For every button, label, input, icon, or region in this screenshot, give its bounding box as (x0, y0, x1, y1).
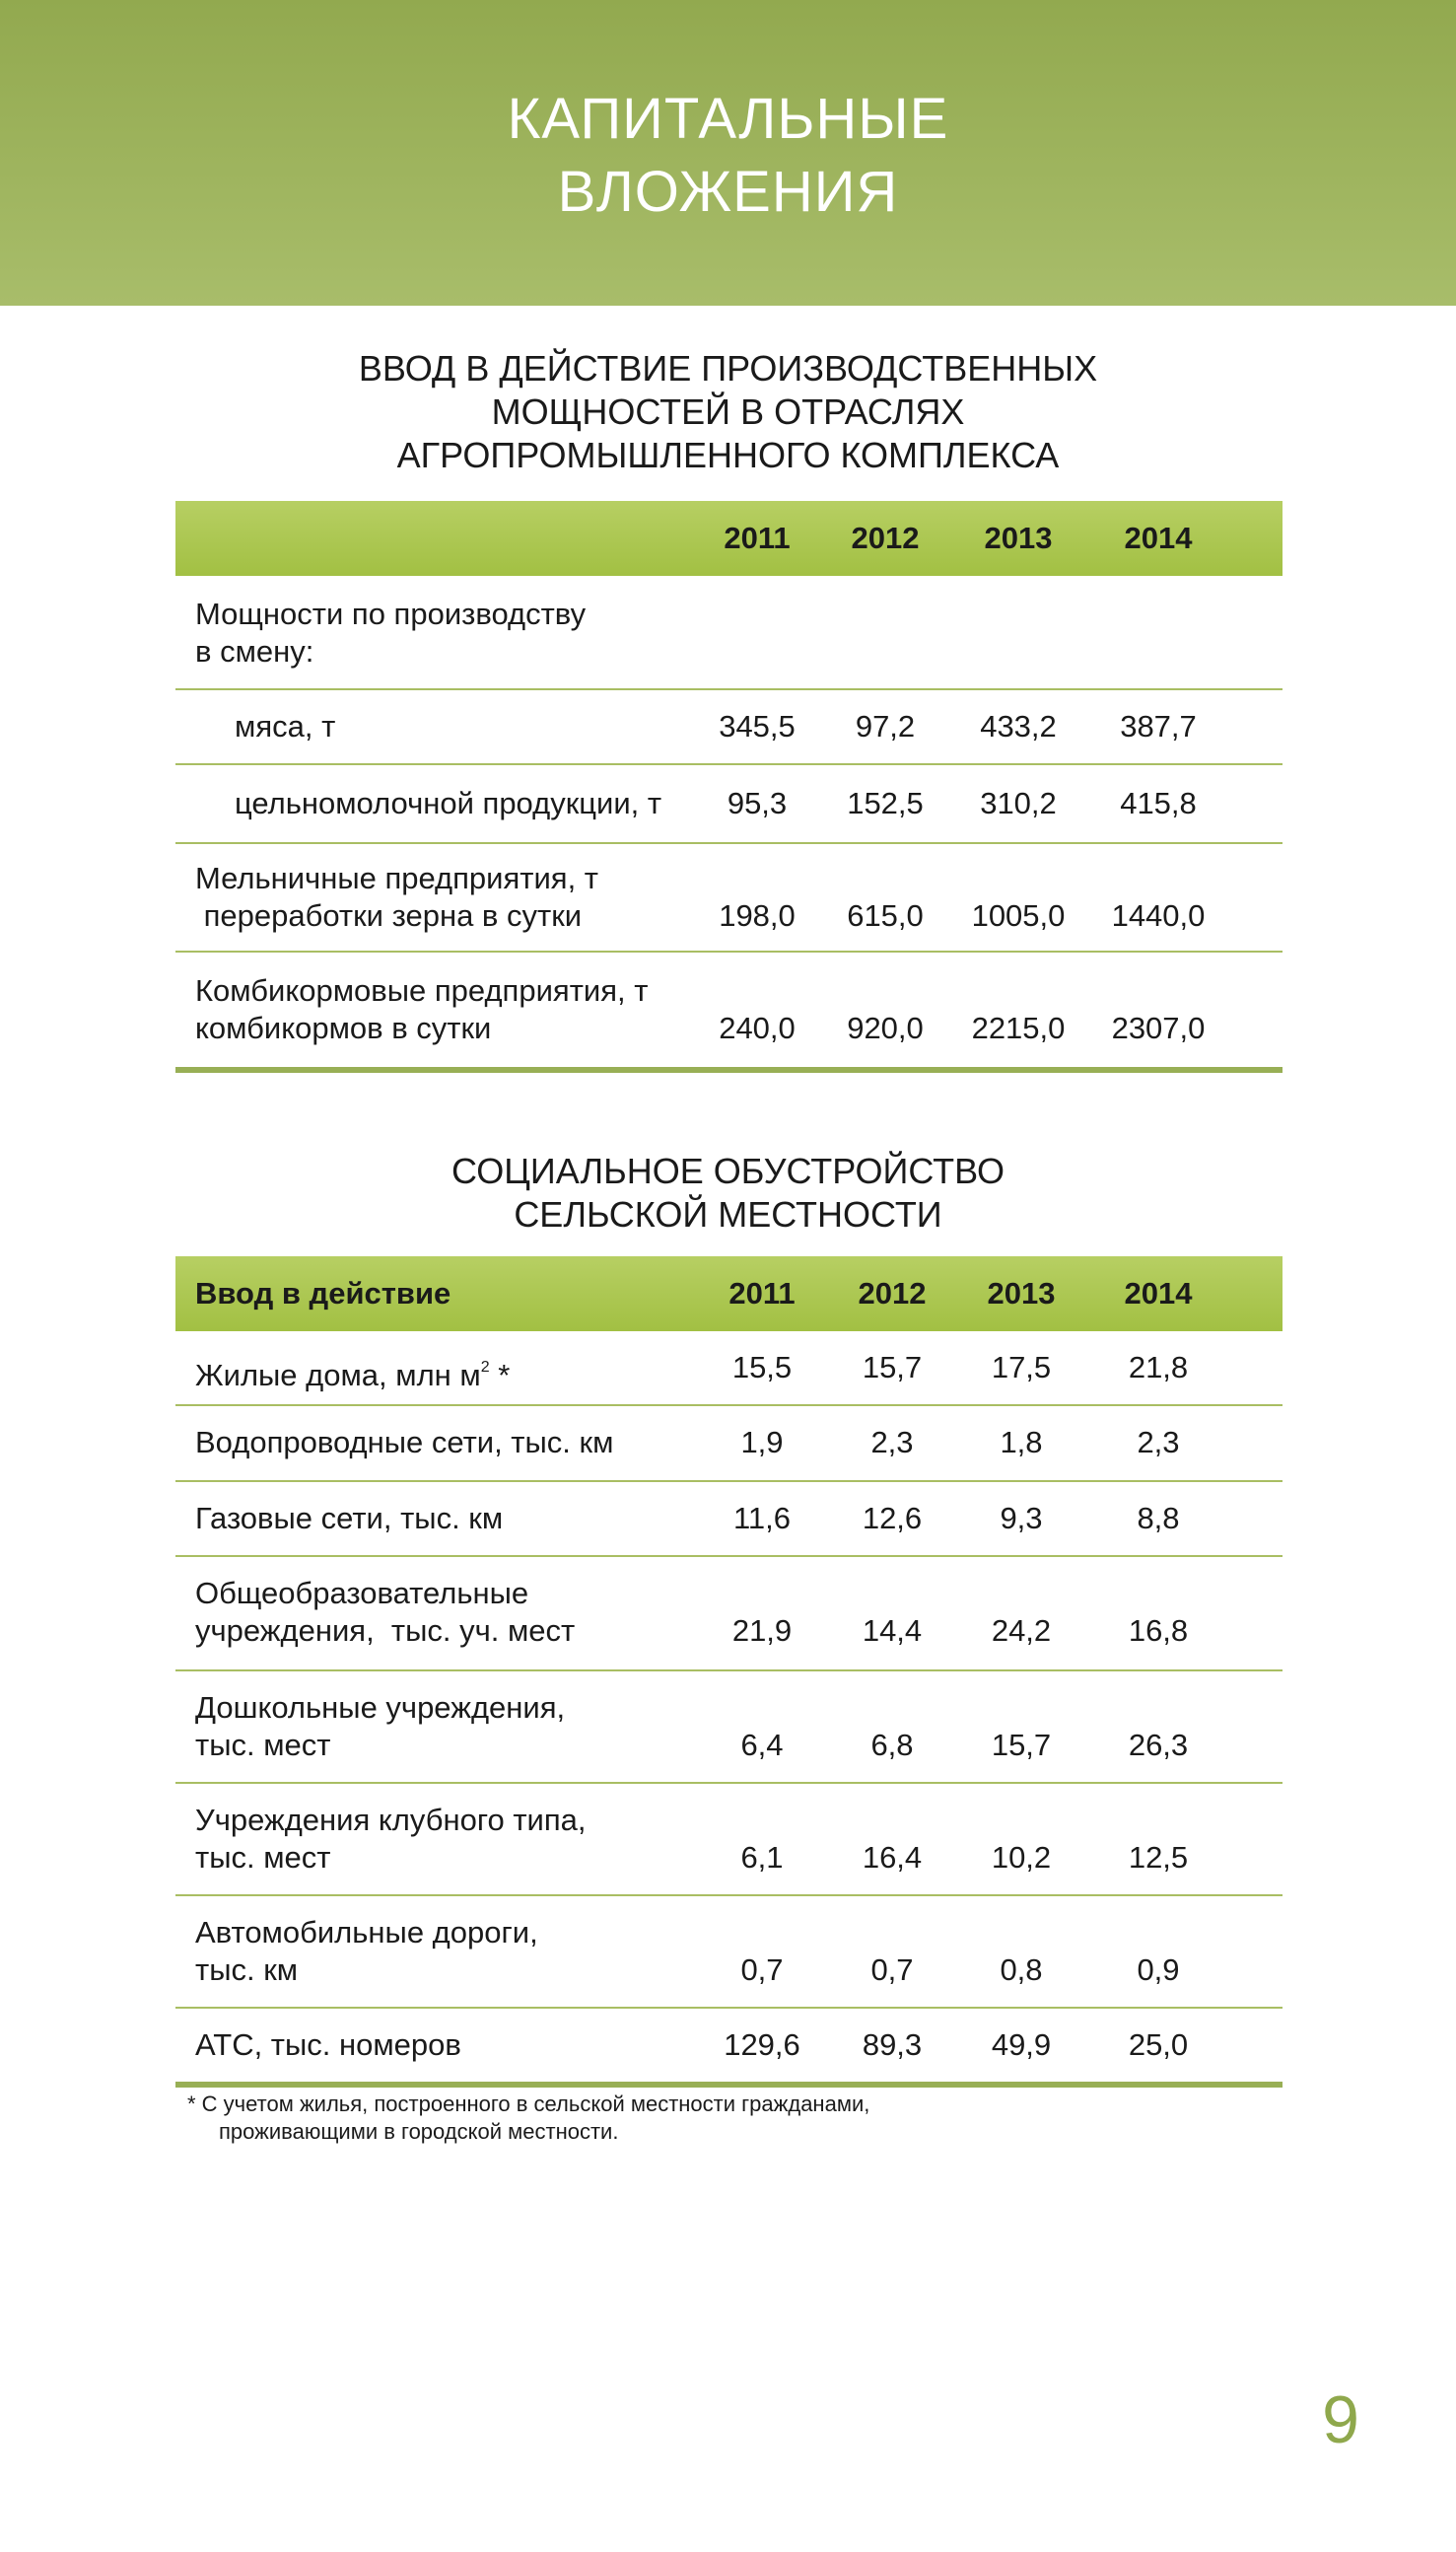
cell-2011: 345,5 (719, 709, 796, 744)
cell-2012: 89,3 (862, 2027, 923, 2062)
row-label-line-1: Учреждения клубного типа, (195, 1803, 587, 1837)
row-label-line-1: Мельничные предприятия, т (195, 861, 598, 895)
table-row (175, 1557, 1283, 1671)
table-row (175, 765, 1283, 844)
row-label-line-1: Дошкольные учреждения, (195, 1690, 566, 1725)
cell-2013: 9,3 (1000, 1501, 1043, 1535)
cell-2012: 2,3 (870, 1425, 914, 1459)
footnote (187, 2091, 869, 2146)
cell-2014: 2307,0 (1111, 1011, 1206, 1045)
cell-2011: 21,9 (731, 1613, 793, 1648)
row-label-text: Жилые дома, млн м (195, 1358, 481, 1392)
row-label (195, 972, 648, 1047)
cell-2014: 16,8 (1128, 1613, 1189, 1648)
table-row (175, 690, 1283, 765)
row-label: цельномолочной продукции, т (235, 786, 662, 820)
section1-title-line-3: АГРОПРОМЫШЛЕННОГО КОМПЛЕКСА (396, 435, 1060, 475)
cell-2014: 25,0 (1128, 2027, 1189, 2062)
capacity-table (175, 501, 1283, 1073)
cell-2013: 310,2 (980, 786, 1057, 820)
cell-2014: 8,8 (1137, 1501, 1180, 1535)
superscript: 2 (480, 1359, 490, 1376)
section2-title-line-1: СОЦИАЛЬНОЕ ОБУСТРОЙСТВО (451, 1151, 1005, 1191)
table-row (175, 1784, 1283, 1896)
column-header-2011: 2011 (724, 521, 791, 555)
row-label-line-2: тыс. мест (195, 1840, 331, 1875)
row-label-line-1: Общеобразовательные (195, 1576, 529, 1610)
row-label-line-1: Автомобильные дороги, (195, 1915, 538, 1949)
row-label (195, 1575, 575, 1650)
cell-2014: 1440,0 (1111, 898, 1206, 933)
row-label-line-2: комбикормов в сутки (195, 1011, 492, 1045)
cell-2012: 12,6 (862, 1501, 923, 1535)
row-label: АТС, тыс. номеров (195, 2027, 461, 2062)
footnote-marker: * (489, 1358, 511, 1392)
column-header-2014: 2014 (1124, 1276, 1193, 1311)
cell-2012: 14,4 (862, 1613, 923, 1648)
table-row (175, 1896, 1283, 2009)
cell-2012: 15,7 (862, 1350, 923, 1384)
social-infrastructure-table (175, 1256, 1283, 2088)
group-label-line-1: Мощности по производству (195, 597, 587, 631)
column-header-2011: 2011 (728, 1276, 796, 1311)
cell-2011: 0,7 (740, 1952, 784, 1987)
cell-2011: 11,6 (732, 1501, 792, 1535)
cell-2014: 387,7 (1120, 709, 1197, 744)
footnote-line-2: проживающими в городской местности. (219, 2119, 619, 2144)
cell-2011: 129,6 (724, 2027, 800, 2062)
cell-2012: 16,4 (862, 1840, 923, 1875)
section2-title (0, 1150, 1456, 1237)
row-label: Газовые сети, тыс. км (195, 1501, 504, 1535)
cell-2011: 95,3 (727, 786, 788, 820)
row-label (195, 1349, 510, 1394)
row-label-line-1: Комбикормовые предприятия, т (195, 973, 649, 1008)
cell-2011: 240,0 (719, 1011, 796, 1045)
page-number: 9 (1322, 2382, 1359, 2457)
cell-2013: 0,8 (1000, 1952, 1043, 1987)
section2-title-line-2: СЕЛЬСКОЙ МЕСТНОСТИ (514, 1194, 942, 1235)
section1-title (0, 347, 1456, 477)
cell-2012: 615,0 (847, 898, 924, 933)
column-header-2012: 2012 (851, 521, 920, 555)
cell-2013: 10,2 (991, 1840, 1052, 1875)
cell-2012: 97,2 (855, 709, 916, 744)
cell-2014: 415,8 (1120, 786, 1197, 820)
cell-2013: 433,2 (980, 709, 1057, 744)
table-header-row (175, 1256, 1283, 1331)
table-header-row (175, 501, 1283, 576)
row-label-line-2: переработки зерна в сутки (195, 898, 583, 933)
row-label: мяса, т (235, 709, 336, 744)
table-row (175, 1482, 1283, 1557)
cell-2012: 6,8 (870, 1728, 914, 1762)
footnote-line-1: * С учетом жилья, построенного в сельской местности гражданами, (187, 2091, 870, 2116)
page-title-line-1: КАПИТАЛЬНЫЕ (507, 87, 949, 151)
row-label: Водопроводные сети, тыс. км (195, 1425, 614, 1459)
cell-2011: 15,5 (731, 1350, 793, 1384)
cell-2014: 12,5 (1128, 1840, 1189, 1875)
table-row (175, 1406, 1283, 1482)
table-row (175, 1331, 1283, 1406)
cell-2014: 21,8 (1128, 1350, 1189, 1384)
group-label (195, 596, 586, 671)
cell-2013: 1005,0 (971, 898, 1066, 933)
table-row (175, 953, 1283, 1073)
cell-2013: 49,9 (991, 2027, 1052, 2062)
column-header-2014: 2014 (1124, 521, 1193, 555)
section1-title-line-2: МОЩНОСТЕЙ В ОТРАСЛЯХ (491, 391, 965, 432)
table-row (175, 2009, 1283, 2088)
table-row (175, 844, 1283, 953)
cell-2011: 198,0 (719, 898, 796, 933)
cell-2013: 24,2 (991, 1613, 1052, 1648)
row-label-line-2: тыс. км (195, 1952, 299, 1987)
group-label-line-2: в смену: (195, 634, 314, 669)
cell-2013: 17,5 (991, 1350, 1052, 1384)
cell-2011: 6,1 (740, 1840, 784, 1875)
cell-2014: 26,3 (1128, 1728, 1189, 1762)
row-label (195, 1689, 565, 1764)
column-header-2012: 2012 (858, 1276, 927, 1311)
header-label: Ввод в действие (195, 1276, 451, 1311)
section1-title-line-1: ВВОД В ДЕЙСТВИЕ ПРОИЗВОДСТВЕННЫХ (358, 348, 1098, 389)
cell-2012: 152,5 (847, 786, 924, 820)
cell-2013: 1,8 (1000, 1425, 1043, 1459)
row-label-line-2: учреждения, тыс. уч. мест (195, 1613, 576, 1648)
page-title-line-2: ВЛОЖЕНИЯ (557, 160, 899, 224)
header-banner (0, 0, 1456, 306)
row-label-line-2: тыс. мест (195, 1728, 331, 1762)
row-label (195, 860, 598, 935)
cell-2014: 2,3 (1137, 1425, 1180, 1459)
cell-2012: 0,7 (870, 1952, 914, 1987)
row-label (195, 1802, 586, 1877)
cell-2014: 0,9 (1137, 1952, 1180, 1987)
row-label (195, 1914, 538, 1989)
table-group-row (175, 576, 1283, 690)
cell-2011: 1,9 (740, 1425, 784, 1459)
cell-2013: 2215,0 (971, 1011, 1066, 1045)
column-header-2013: 2013 (984, 521, 1053, 555)
column-header-2013: 2013 (987, 1276, 1056, 1311)
table-row (175, 1671, 1283, 1784)
cell-2011: 6,4 (740, 1728, 784, 1762)
cell-2013: 15,7 (991, 1728, 1052, 1762)
cell-2012: 920,0 (847, 1011, 924, 1045)
